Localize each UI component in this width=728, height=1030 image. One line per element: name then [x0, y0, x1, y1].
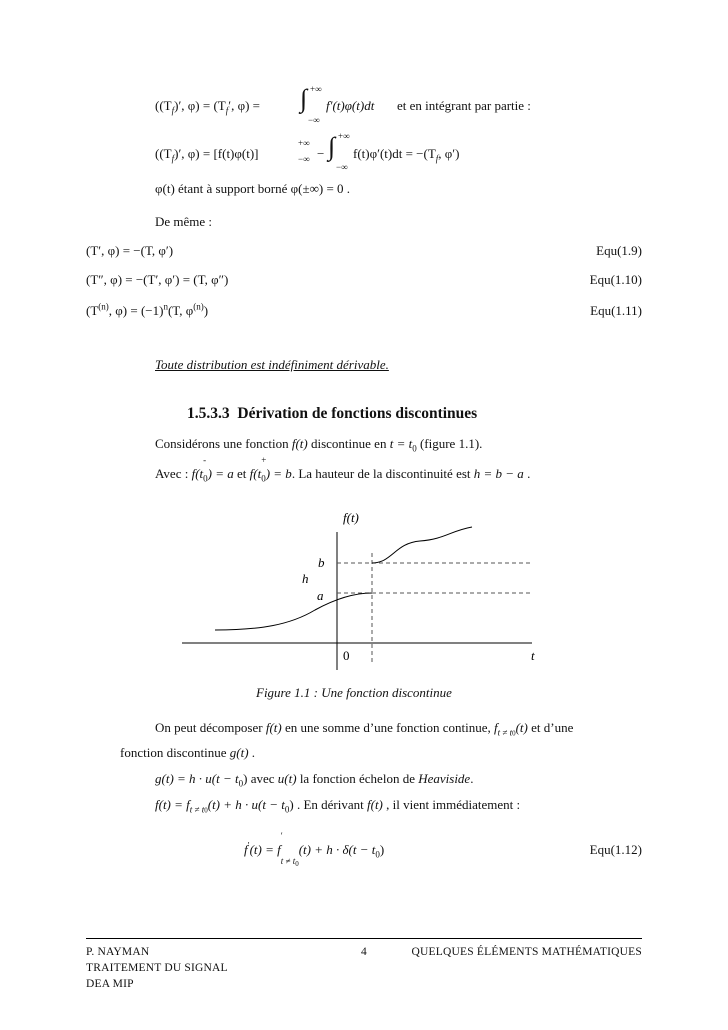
paragraph-1 — [155, 436, 482, 452]
theorem-statement: Toute distribution est indéfiniment dérivable. — [155, 357, 389, 372]
a-label: a — [317, 588, 324, 603]
curve-right — [372, 527, 472, 563]
math: f(t) — [265, 720, 282, 735]
math: u(t) — [277, 771, 297, 786]
y-axis-label: f(t) — [343, 510, 359, 525]
sub: 0 — [295, 859, 299, 868]
section-heading — [187, 405, 477, 423]
sup: (n) — [98, 301, 109, 312]
math: g(t) = h · u(t − t — [155, 771, 239, 786]
upper-limit: +∞ — [310, 84, 322, 94]
h-label: h — [302, 571, 309, 586]
equation-1-12: f′(t) = f ′ $_{t \ne t0}(t) + h \cdot \delta(t - t_0)$ — [244, 831, 385, 868]
expr: ′, φ) = — [228, 98, 261, 113]
sub: t ≠ t — [497, 727, 513, 738]
sub: t ≠ t — [280, 855, 296, 866]
derivation-line-2 — [155, 146, 259, 162]
origin-label: 0 — [343, 648, 350, 663]
sub: 0 — [284, 804, 290, 815]
math: f — [244, 842, 248, 857]
expr: , φ) = (−1) — [108, 303, 164, 318]
text: (figure 1.1). — [419, 436, 483, 451]
sup: ′ — [247, 840, 250, 851]
text: en une somme d’une fonction continue, — [284, 720, 491, 735]
paragraph-5 — [155, 797, 520, 813]
integral-sign: ∫ — [328, 132, 336, 161]
support-statement: φ(t) étant à support borné φ(±∞) = 0 . — [155, 181, 351, 196]
text: fonction discontinue — [120, 745, 227, 760]
sub: 0 — [203, 473, 208, 484]
expr: , φ′) — [438, 146, 460, 161]
math: ) — [379, 842, 385, 857]
bracket-lower: −∞ — [298, 154, 310, 164]
math: f(t — [249, 466, 262, 481]
equation-label: Equ(1.9) — [596, 243, 642, 258]
sub: f — [435, 153, 439, 164]
text: et — [237, 466, 247, 481]
derivation-line-1 — [155, 98, 260, 114]
sub: 0 — [375, 849, 380, 860]
integrand — [353, 146, 459, 162]
curve-left — [215, 593, 372, 630]
equation-label: Equ(1.11) — [590, 303, 642, 318]
equation-1-11 — [86, 303, 208, 319]
sub: 0 — [204, 806, 208, 815]
math: (t) = f — [249, 842, 281, 857]
text: . La hauteur de la discontinuité est — [291, 466, 471, 481]
math: ) — [243, 771, 248, 786]
text: la fonction échelon de — [299, 771, 415, 786]
expr: (T, φ — [167, 303, 194, 318]
math: t = t — [389, 436, 413, 451]
math: f(t — [191, 466, 204, 481]
paragraph-4 — [155, 771, 473, 787]
text: Considérons une fonction — [155, 436, 289, 451]
expr: ) — [203, 303, 209, 318]
paragraph-3-cont — [120, 745, 255, 761]
expr: ((T — [155, 98, 172, 113]
math: ) = a — [207, 466, 234, 481]
text: On peut décomposer — [155, 720, 263, 735]
math: f(t) — [291, 436, 308, 451]
x-axis-label: t — [531, 648, 535, 663]
expr: f(t)φ′(t)dt = −(T — [353, 146, 436, 161]
section-number: 1.5.3.3 — [187, 405, 230, 422]
footer-course: TRAITEMENT DU SIGNAL — [86, 962, 228, 974]
expr: (T — [86, 303, 99, 318]
equation-label: Equ(1.12) — [589, 842, 642, 857]
sub: 0 — [512, 729, 516, 738]
footer-program: DEA MIP — [86, 978, 134, 990]
text: et en intégrant par partie : — [397, 98, 531, 113]
footer-author: P. NAYMAN — [86, 946, 150, 958]
integral-sign: ∫ — [300, 84, 308, 113]
page-number: 4 — [361, 946, 367, 958]
math: ) — [289, 797, 294, 812]
text: discontinue en — [310, 436, 387, 451]
sub: 0 — [238, 778, 244, 789]
math: g(t) — [229, 745, 249, 760]
text: . En dérivant — [296, 797, 364, 812]
math: (t) + h · u(t − t — [207, 797, 285, 812]
text: Avec : — [155, 466, 189, 481]
lower-limit: −∞ — [308, 115, 320, 125]
math: f — [494, 720, 498, 735]
footer-chapter: QUELQUES ÉLÉMENTS MATHÉMATIQUES — [411, 946, 642, 958]
b-label: b — [318, 555, 325, 570]
sub: 0 — [261, 473, 266, 484]
equation-1-10: (T″, φ) = −(T′, φ′) = (T, φ″) — [86, 272, 229, 287]
sub: 0 — [412, 443, 417, 454]
expr: )′, φ) = [f(t)φ(t)] — [174, 146, 259, 161]
section-title: Dérivation de fonctions discontinues — [237, 405, 478, 422]
math: f(t) = f — [155, 797, 190, 812]
upper-limit: +∞ — [338, 131, 350, 141]
sub: f — [225, 105, 229, 116]
text: Heaviside — [418, 771, 471, 786]
math: (t) + h · δ(t − t — [298, 842, 376, 857]
sub: f — [171, 105, 175, 116]
sub: t ≠ t — [189, 804, 205, 815]
math: f(t) — [367, 797, 383, 812]
minus-sign: − — [317, 146, 325, 161]
text: . — [470, 771, 474, 786]
text: , il vient immédiatement : — [386, 797, 521, 812]
text: . — [251, 745, 256, 760]
math: ) = b — [265, 466, 292, 481]
equation-1-9: (T′, φ) = −(T, φ′) — [86, 243, 174, 258]
expr: )′, φ) = (T — [174, 98, 226, 113]
paragraph-3 — [155, 720, 573, 736]
text: avec — [250, 771, 275, 786]
figure-caption: Figure 1.1 : Une fonction discontinue — [256, 685, 452, 700]
footer-rule — [86, 938, 642, 939]
de-meme: De même : — [155, 214, 213, 229]
sub: f — [171, 153, 175, 164]
lower-limit: −∞ — [336, 162, 348, 172]
integrand: f′(t)φ(t)dt — [326, 98, 375, 113]
equation-label: Equ(1.10) — [589, 272, 642, 287]
text: et d’une — [531, 720, 574, 735]
math: (t) — [515, 720, 528, 735]
math: h = b − a — [473, 466, 524, 481]
bracket-upper: +∞ — [298, 138, 310, 148]
expr: ((T — [155, 146, 172, 161]
paragraph-2: Avec : f(t - $_0$) = a et f(t + $_0$) = b. La hauteur de la discontinuité est h = b − a . — [155, 455, 531, 484]
text: . — [527, 466, 531, 481]
sup: n — [163, 301, 168, 312]
sup: (n) — [193, 301, 204, 312]
figure-discontinuous-function — [0, 505, 728, 695]
